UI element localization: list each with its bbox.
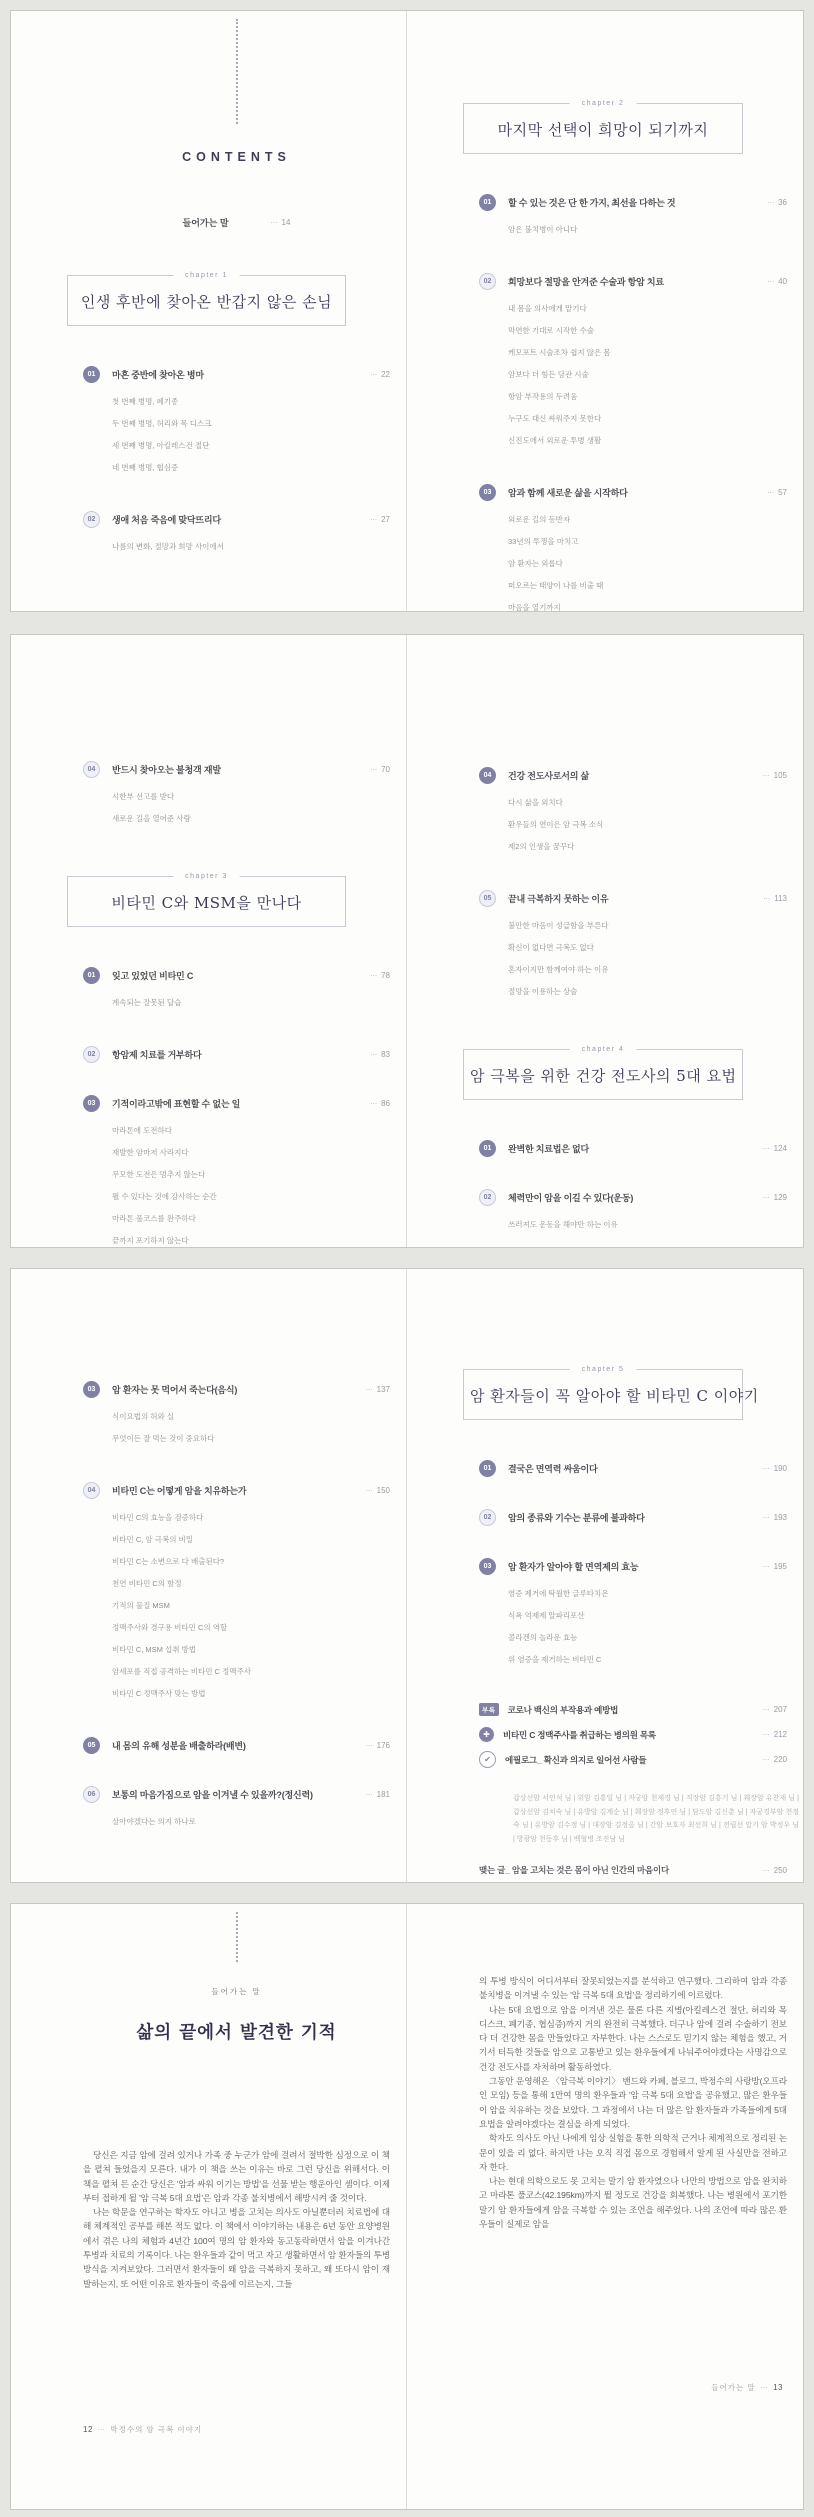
- appendix-row: [479, 1697, 787, 1722]
- page-number: 14: [281, 218, 291, 227]
- page-number: 70: [381, 765, 390, 774]
- item-title: 암의 종류와 기수는 분류에 불과하다: [508, 1513, 645, 1523]
- spread-2: [10, 634, 804, 1248]
- page-number: 193: [773, 1513, 787, 1522]
- toc-item: [83, 1095, 390, 1112]
- item-number: 04: [479, 767, 496, 784]
- page-number: 190: [773, 1464, 787, 1473]
- page-number: 207: [773, 1705, 787, 1714]
- sub-item: 쓰러져도 운동을 해야만 하는 이유: [508, 1220, 618, 1229]
- chapter-label: chapter 1: [173, 271, 240, 281]
- page-footer: [711, 2382, 783, 2393]
- item-title: 반드시 찾아오는 불청객 재발: [112, 765, 221, 775]
- item-page-number: [753, 1705, 787, 1714]
- page-left: [11, 1269, 407, 1882]
- item-page-number: [757, 277, 787, 286]
- leader-dots-icon: ⋯: [370, 767, 378, 774]
- sub-item: 제2의 인생을 꿈꾸다: [508, 842, 575, 851]
- sub-item: 내 몸을 의사에게 맡기다: [508, 304, 587, 313]
- item-page-number: [360, 765, 390, 774]
- page-left: [11, 1904, 407, 2509]
- toc-item: [479, 1509, 787, 1526]
- spread-4: [10, 1903, 804, 2510]
- item-number: 04: [83, 1482, 100, 1499]
- item-page-number: [753, 1144, 787, 1153]
- page-left: [11, 635, 407, 1247]
- item-page-number: [356, 1486, 390, 1495]
- page-number: 27: [381, 515, 390, 524]
- toc-item: [83, 761, 390, 778]
- chapter-label: chapter 2: [570, 99, 637, 109]
- item-title: 결국은 면역력 싸움이다: [508, 1464, 598, 1474]
- sub-item-list: [83, 1507, 390, 1705]
- item-title: 에필로그_ 확신과 의지로 일어선 사람들: [505, 1754, 647, 1765]
- sub-item-list: [83, 536, 390, 558]
- sub-item: 기적의 물질 MSM: [112, 1601, 170, 1610]
- appendix-row: [479, 1722, 787, 1747]
- page-number: 176: [376, 1741, 390, 1750]
- leader-dots-icon: ⋯: [370, 517, 378, 524]
- sub-item: 외로운 길의 동반자: [508, 515, 571, 524]
- sub-item: 식이요법의 허와 실: [112, 1412, 175, 1421]
- page-number: 22: [381, 370, 390, 379]
- sub-item-list: [479, 509, 787, 611]
- body-paragraph: 나는 학문을 연구하는 학자도 아니고 병을 고치는 의사도 아닐뿐더러 치료법에 대해 체계적인 공부를 해본 적도 없다. 이 책에서 이야기하는 내용은 6년 동안 요양병원에서 겪은 나의 체험과 4년간 100여 명의 암 환자와 동고동락하면서 암을 이겨나간 투병과 치료의 기록이다. 나는 환우들과 같이 먹고 자고 생활하면서 암 환자들의 투병 방식을 지켜보았다. 그러면서 환자들이 왜 암을 극복하지 못하고, 왜 또다시 암이 재발하는지, 또 어떤 이유로 환자들이 죽음에 이르는지, 그들: [83, 2207, 390, 2289]
- leader-dots-icon: ⋯: [762, 1564, 770, 1571]
- item-title: 체력만이 암을 이길 수 있다(운동): [508, 1193, 634, 1203]
- sub-item: 두 번째 병명, 허리와 목 디스크: [112, 419, 212, 428]
- item-page-number: [360, 1050, 390, 1059]
- toc-item: [479, 890, 787, 907]
- footer-section-label: 들어가는 말: [711, 2383, 756, 2392]
- item-page-number: [356, 1741, 390, 1750]
- item-number: 01: [479, 1140, 496, 1157]
- leader-dots-icon: ⋯: [762, 1757, 770, 1764]
- sub-item-list: [479, 298, 787, 452]
- sub-item: 천연 비타민 C의 함정: [112, 1579, 182, 1588]
- sub-item-list: [83, 1406, 390, 1450]
- footer-page-number: 12: [83, 2425, 93, 2434]
- page-number: 220: [773, 1755, 787, 1764]
- body-paragraph: 학자도 의사도 아닌 나에게 임상 실험을 통한 의학적 근거나 체계적으로 정리된 논문이 있을 리 없다. 하지만 나는 오직 직접 몸으로 경험해서 알게 된 사실만을 전하고자 한다.: [479, 2133, 787, 2172]
- sub-item: 마음을 열기까지: [508, 603, 561, 611]
- chapter-box: [463, 1366, 759, 1420]
- sub-item: 케모포트 시술조차 쉽지 않은 몸: [508, 348, 611, 357]
- page-number: 137: [376, 1385, 390, 1394]
- prologue-section-label: 들어가는 말: [211, 1987, 262, 1996]
- sub-item-list: [479, 1214, 787, 1236]
- toc-item: [479, 1189, 787, 1206]
- sub-item: 비타민 C는 소변으로 다 배출된다?: [112, 1557, 225, 1566]
- leader-dots-icon: ⋯: [763, 896, 771, 903]
- page-number: 57: [778, 488, 787, 497]
- page-number: 83: [381, 1050, 390, 1059]
- item-page-number: [356, 1385, 390, 1394]
- item-page-number: [753, 1464, 787, 1473]
- page-number: 195: [773, 1562, 787, 1571]
- item-title: 항암제 치료를 거부하다: [112, 1050, 202, 1060]
- item-title: 건강 전도사로서의 삶: [508, 771, 590, 781]
- sub-item: 확신이 없다면 극복도 없다: [508, 943, 594, 952]
- leader-dots-icon: ⋯: [762, 1867, 770, 1875]
- item-title: 암 환자는 못 먹어서 죽는다(음식): [112, 1385, 238, 1395]
- item-title: 완벽한 치료법은 없다: [508, 1144, 590, 1154]
- item-title: 끝내 극복하지 못하는 이유: [508, 894, 609, 904]
- leader-dots-icon: ⋯: [370, 1052, 378, 1059]
- body-paragraph: 나는 현대 의학으로도 못 고치는 말기 암 환자였으나 나만의 방법으로 암을 완치하고 마라톤 풀코스(42.195km)까지 뛸 정도로 건강을 회복했다. 나는 병원에서 포기한 말기 암 환자들에게 암을 극복할 수 있는 조언을 해주었다. 나의 조언에 따라 많은 환우들이 실제로 암을: [479, 2176, 787, 2230]
- item-page-number: [753, 894, 787, 903]
- toc-item: [83, 511, 390, 528]
- page-number: 86: [381, 1099, 390, 1108]
- chapter-box: [463, 100, 743, 154]
- sub-item-list: [83, 1811, 390, 1833]
- chapter-box: [463, 1046, 743, 1100]
- item-page-number: [271, 218, 291, 227]
- chapter-title: 비타민 C와 MSM을 만나다: [111, 894, 302, 912]
- sub-item-list: [479, 915, 787, 1003]
- item-title: 마흔 중반에 찾아온 병마: [112, 370, 204, 380]
- sub-item: 암 환자는 외롭다: [508, 559, 563, 568]
- sub-item: 시한부 선고를 받다: [112, 792, 175, 801]
- item-number: 03: [83, 1095, 100, 1112]
- item-number: 02: [479, 273, 496, 290]
- item-page-number: [753, 1513, 787, 1522]
- leader-dots-icon: ⋯: [762, 1707, 770, 1714]
- leader-dots-icon: ⋯: [97, 2427, 106, 2434]
- page-right: [407, 11, 803, 611]
- toc-item: [83, 1482, 390, 1499]
- item-number: 01: [479, 1460, 496, 1477]
- survivor-names-note: 갑상선암 서인석 님 | 위암 김흥일 님 | 자궁암 천재경 님 | 직장암 김흥기 님 | 췌장암 유찬재 님 | 갑상선암 김치숙 님 | 유방암 김계순 님 | 췌장암 정후연 님 | 담도암 김신춘 님 | 자궁경부암 천정숙 님 | 유방암 김수정 님 | 대장암 김정올 님 | 간암 보호자 최선희 님 | 전립선 말기 암 박정우 님 | 방광암 천동후 님 | 백혈병 조진남 님: [513, 1795, 799, 1843]
- toc-item: [479, 1140, 787, 1157]
- sub-item-list: [479, 219, 787, 241]
- sub-item: 비타민 C 정맥주사 맞는 방법: [112, 1689, 206, 1698]
- sub-item: 환우들의 연이은 암 극복 소식: [508, 820, 604, 829]
- item-number: 01: [83, 366, 100, 383]
- toc-item: [479, 273, 787, 290]
- front-matter-row: [83, 216, 390, 229]
- toc-item: [83, 366, 390, 383]
- sub-item-list: [479, 1583, 787, 1671]
- footer-page-number: 13: [773, 2383, 783, 2392]
- sub-item: 암세포를 직접 공격하는 비타민 C 정맥주사: [112, 1667, 251, 1676]
- page-number: 150: [376, 1486, 390, 1495]
- item-title: 잊고 있었던 비타민 C: [112, 971, 194, 981]
- body-text: [83, 2148, 390, 2291]
- toc-item: [83, 967, 390, 984]
- item-number: 05: [83, 1737, 100, 1754]
- item-title: 코로나 백신의 부작용과 예방법: [507, 1704, 619, 1715]
- spine-dotted-line: [236, 1912, 238, 1962]
- body-paragraph: 그동안 운영해온 〈암극복 이야기〉 밴드와 카페, 블로그, 박정수의 사랑방(오프라인 모임) 등을 통해 1만여 명의 환우들과 '암 극복 5대 요법'을 공유했고, 많은 환우들이 암을 치유하는 것을 보았다. 그 과정에서 나는 더 많은 암 환자들과 가족들에게 5대 요법을 알려야겠다는 결심을 하게 되었다.: [479, 2076, 787, 2129]
- leader-dots-icon: ⋯: [762, 1146, 770, 1153]
- sub-item: 비타민 C의 효능을 검증하다: [112, 1513, 204, 1522]
- toc-row-label: 맺는 글_ 암을 고치는 것은 몸이 아닌 인간의 마음이다: [479, 1865, 670, 1875]
- leader-dots-icon: ⋯: [270, 220, 278, 227]
- toc-item: [479, 1558, 787, 1575]
- sub-item: 첫 번째 병명, 폐기종: [112, 397, 179, 406]
- toc-item: [479, 194, 787, 211]
- spread-3: [10, 1268, 804, 1883]
- sub-item: 뛸 수 있다는 것에 감사하는 순간: [112, 1192, 217, 1201]
- syringe-icon: ✚: [479, 1727, 494, 1742]
- item-title: 비타민 C 정맥주사를 취급하는 병의원 목록: [503, 1729, 656, 1740]
- sub-item: 재발한 암마저 사라지다: [112, 1148, 189, 1157]
- sub-item: 혼자이지만 함께여야 하는 이유: [508, 965, 609, 974]
- item-number: 03: [479, 484, 496, 501]
- item-number: 03: [479, 1558, 496, 1575]
- toc-item: [83, 1381, 390, 1398]
- sub-item: 암보다 더 힘든 담관 시술: [508, 370, 589, 379]
- sub-item: 계속되는 잘못된 답습: [112, 998, 182, 1007]
- item-page-number: [757, 198, 787, 207]
- page-number: 212: [773, 1730, 787, 1739]
- leader-dots-icon: ⋯: [365, 1387, 373, 1394]
- item-number: 05: [479, 890, 496, 907]
- body-paragraph: 의 투병 방식이 어디서부터 잘못되었는지를 분석하고 연구했다. 그리하여 암과 각종 불치병을 이겨낼 수 있는 '암 극복 5대 요법'을 정리하기에 이르렀다.: [479, 1976, 787, 2001]
- item-title: 비타민 C는 어떻게 암을 치유하는가: [112, 1486, 247, 1496]
- leader-dots-icon: ⋯: [762, 1515, 770, 1522]
- item-page-number: [753, 1730, 787, 1739]
- page-number: 113: [774, 894, 787, 903]
- sub-item: 콜라겐의 놀라운 효능: [508, 1633, 578, 1642]
- toc-item: [479, 767, 787, 784]
- item-page-number: [356, 1790, 390, 1799]
- chapter-label: chapter 3: [173, 872, 240, 882]
- item-page-number: [360, 1099, 390, 1108]
- page-number: 250: [773, 1865, 787, 1875]
- body-paragraph: 나는 5대 요법으로 암을 이겨낸 것은 물론 다른 지병(아킬레스건 절단, 허리와 목 디스크, 폐기종, 협심증)까지 거의 완전히 극복했다. 더구나 암에 걸려 수술하기 전보다 더 건강한 몸을 만들었다고 자부한다. 나는 스스로도 믿기지 않는 체험을 했고, 거기서 터득한 것들을 암으로 고통받고 있는 환우들에게 나눠주어야겠다는 사명감으로 건강 전도사를 자처하며 활동하였다.: [479, 2004, 787, 2072]
- sub-item: 떠오르는 태양이 나를 비출 때: [508, 581, 604, 590]
- item-page-number: [360, 971, 390, 980]
- item-number: 02: [83, 1046, 100, 1063]
- leader-dots-icon: ⋯: [767, 200, 775, 207]
- appendix-section: [479, 1697, 787, 1772]
- sub-item: 항암 부작용의 두려움: [508, 392, 578, 401]
- sub-item-list: [83, 992, 390, 1014]
- item-page-number: [753, 1866, 787, 1875]
- sub-item: 살아야겠다는 의지 하나로: [112, 1817, 196, 1826]
- sub-item: 나름의 변화, 절망과 희망 사이에서: [112, 542, 224, 551]
- sub-item-list: [83, 1120, 390, 1247]
- page-right: [407, 1269, 803, 1882]
- item-title: 내 몸의 유해 성분을 배출하라(배변): [112, 1741, 246, 1751]
- item-number: 04: [83, 761, 100, 778]
- leader-dots-icon: ⋯: [365, 1743, 373, 1750]
- item-title: 생애 처음 죽음에 맞닥뜨리다: [112, 515, 221, 525]
- toc-item: [479, 1460, 787, 1477]
- sub-item: 네 번째 병명, 협심증: [112, 463, 179, 472]
- appendix-badge: 부록: [479, 1703, 499, 1716]
- sub-item: 누구도 대신 싸워주지 못한다: [508, 414, 602, 423]
- sub-item: 비타민 C, 암 극복의 비밀: [112, 1535, 194, 1544]
- page-number: 129: [773, 1193, 787, 1202]
- sub-item: 새로운 길을 열어준 사람: [112, 814, 191, 823]
- appendix-row: [479, 1747, 787, 1772]
- sub-item: 다시 삶을 외치다: [508, 798, 563, 807]
- leader-dots-icon: ⋯: [767, 279, 775, 286]
- page-number: 40: [778, 277, 787, 286]
- chapter-label: chapter 5: [570, 1365, 637, 1375]
- sub-item: 정맥주사와 경구용 비타민 C의 역할: [112, 1623, 228, 1632]
- item-title: 할 수 있는 것은 단 한 가지, 최선을 다하는 것: [508, 198, 676, 208]
- item-page-number: [753, 1755, 787, 1764]
- leader-dots-icon: ⋯: [370, 973, 378, 980]
- sub-item: 신진도에서 외로운 투병 생활: [508, 436, 602, 445]
- item-title: 희망보다 절망을 안겨준 수술과 항암 치료: [508, 277, 664, 287]
- page-number: 124: [773, 1144, 787, 1153]
- page-number: 105: [773, 771, 787, 780]
- spine-dotted-line: [236, 19, 238, 124]
- sub-item: 비타민 C, MSM 섭취 방법: [112, 1645, 197, 1654]
- leader-dots-icon: ⋯: [370, 372, 378, 379]
- spread-1: [10, 10, 804, 612]
- item-title: 보통의 마음가짐으로 암을 이겨낼 수 있을까?(정신력): [112, 1790, 313, 1800]
- page-footer: [83, 2424, 202, 2435]
- chapter-label: chapter 4: [570, 1045, 637, 1055]
- chapter-title: 암 극복을 위한 건강 전도사의 5대 요법: [470, 1067, 737, 1085]
- sub-item: 막연한 기대로 시작한 수술: [508, 326, 594, 335]
- item-title: 기적이라고밖에 표현할 수 없는 일: [112, 1099, 241, 1109]
- chapter-title: 마지막 선택이 희망이 되기까지: [497, 121, 709, 139]
- toc-item: [83, 1046, 390, 1063]
- sub-item: 식욕 억제제 알파리포산: [508, 1611, 585, 1620]
- body-text: [479, 1974, 787, 2231]
- sub-item-list: [83, 786, 390, 830]
- item-number: 02: [479, 1189, 496, 1206]
- item-number: 06: [83, 1786, 100, 1803]
- toc-item: [479, 484, 787, 501]
- footer-book-title: 박정수의 암 극복 이야기: [110, 2425, 203, 2434]
- item-number: 02: [83, 511, 100, 528]
- closing-note-row: [479, 1864, 787, 1876]
- leader-dots-icon: ⋯: [762, 1466, 770, 1473]
- leader-dots-icon: ⋯: [365, 1792, 373, 1799]
- toc-row-label: 들어가는 말: [182, 218, 229, 228]
- leader-dots-icon: ⋯: [370, 1101, 378, 1108]
- page-right: [407, 1904, 803, 2509]
- prologue-title: 삶의 끝에서 발견한 기적: [136, 2023, 337, 2043]
- leader-dots-icon: ⋯: [760, 2385, 769, 2392]
- toc-item: [83, 1786, 390, 1803]
- chapter-title: 인생 후반에 찾아온 반갑지 않은 손님: [80, 293, 333, 311]
- page-number: 181: [376, 1790, 390, 1799]
- item-page-number: [753, 771, 787, 780]
- epilogue-icon: ✔: [479, 1751, 496, 1768]
- item-page-number: [757, 488, 787, 497]
- sub-item: 암은 불치병이 아니다: [508, 225, 578, 234]
- item-number: 01: [83, 967, 100, 984]
- chapter-box: [67, 873, 346, 927]
- leader-dots-icon: ⋯: [762, 1732, 770, 1739]
- page-left: [11, 11, 407, 611]
- toc-item: [83, 1737, 390, 1754]
- page-right: [407, 635, 803, 1247]
- sub-item: 33년의 투쟁을 마치고: [508, 537, 579, 546]
- item-number: 02: [479, 1509, 496, 1526]
- body-paragraph: 당신은 지금 암에 걸려 있거나 가족 중 누군가 암에 걸려서 절박한 심정으로 이 책을 펼쳐 들었을지 모른다. 내가 이 책을 쓰는 이유는 바로 그런 당신을 위해서다. 이 책을 펼쳐 든 순간 당신은 '암과 싸워 이기는 방법'을 선물 받는 행운아인 셈이다. 이제부터 접하게 될 '암 극복 5대 요법'은 암과 각종 불치병에서 해방시켜 줄 것이다.: [83, 2150, 390, 2203]
- item-page-number: [360, 370, 390, 379]
- leader-dots-icon: ⋯: [762, 1195, 770, 1202]
- sub-item-list: [83, 391, 390, 479]
- sub-item: 끝까지 포기하지 않는다: [112, 1236, 189, 1245]
- sub-item: 마라톤 풀코스를 완주하다: [112, 1214, 196, 1223]
- sub-item-list: [479, 792, 787, 858]
- page-number: 78: [381, 971, 390, 980]
- sub-item: 마라톤에 도전하다: [112, 1126, 173, 1135]
- item-title: 암과 함께 새로운 삶을 시작하다: [508, 488, 628, 498]
- sub-item: 불안한 마음이 성급함을 부른다: [508, 921, 609, 930]
- sub-item: 절망을 이용하는 상술: [508, 987, 578, 996]
- chapter-box: [67, 272, 346, 326]
- leader-dots-icon: ⋯: [365, 1488, 373, 1495]
- leader-dots-icon: ⋯: [762, 773, 770, 780]
- chapter-title: 암 환자들이 꼭 알아야 할 비타민 C 이야기: [470, 1387, 759, 1405]
- page-number: 36: [778, 198, 787, 207]
- item-number: 01: [479, 194, 496, 211]
- sub-item: 세 번째 병명, 아킬레스건 절단: [112, 441, 210, 450]
- sub-item: 무모한 도전은 멈추지 않는다: [112, 1170, 206, 1179]
- sub-item: 염증 제거에 탁월한 글루타치온: [508, 1589, 609, 1598]
- item-page-number: [360, 515, 390, 524]
- leader-dots-icon: ⋯: [767, 490, 775, 497]
- item-number: 03: [83, 1381, 100, 1398]
- contents-heading: CONTENTS: [182, 150, 291, 164]
- item-page-number: [753, 1193, 787, 1202]
- sub-item: 위 염증을 제거하는 비타민 C: [508, 1655, 602, 1664]
- item-page-number: [753, 1562, 787, 1571]
- sub-item: 무엇이든 잘 먹는 것이 중요하다: [112, 1434, 215, 1443]
- item-title: 암 환자가 알아야 할 면역제의 효능: [508, 1562, 639, 1572]
